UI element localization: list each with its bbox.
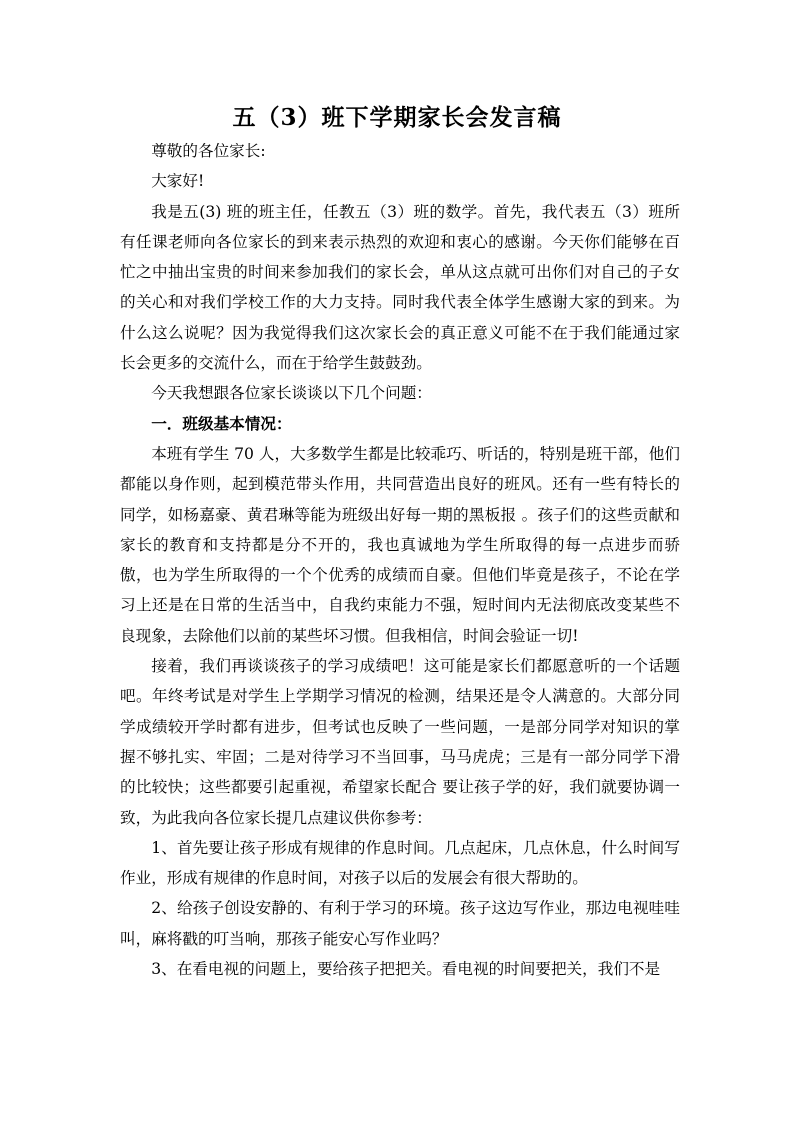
hello-line: 大家好! — [151, 172, 205, 191]
page-title: 五（3）班下学期家长会发言稿 — [232, 104, 562, 131]
suggestion-2: 2、给孩子创设安静的、有利于学习的环境。孩子这边写作业，那边电视哇哇叫，麻将戳的叮当响，那孩子能安心写作业吗？ — [120, 899, 680, 948]
paragraph-topics: 今天我想跟各位家长谈谈以下几个问题： — [151, 384, 432, 403]
paragraph-grades: 接着，我们再谈谈孩子的学习成绩吧！这可能是家长们都愿意听的一个话题吧。年终考试是对学生上学期学习情况的检测，结果还是令人满意的。大部分同学成绩较开学时都有进步，但考试也反映了一些问题，一是部分同学对知识的掌握不够扎实、牢固；二是对待学习不当回事，马马虎虎；三是有一部分同学下滑的比较快；这些都要引起重视，希望家长配合 要让孩子学的好，我们就要协调一致，为此我向各位家长提几点建议供你参考： — [120, 657, 680, 827]
paragraph-intro: 我是五(3) 班的班主任，任教五（3）班的数学。首先，我代表五（3）班所有任课老师向各位家长的到来表示热烈的欢迎和衷心的感谢。今天你们能够在百忙之中抽出宝贵的时间来参加我们的家长会，单从这点就可出你们对自己的子女的关心和对我们学校工作的大力支持。同时我代表全体学生感谢大家的到来。为什么这么说呢？因为我觉得我们这次家长会的真正意义可能不在于我们能通过家长会更多的交流什么，而在于给学生鼓鼓劲。 — [120, 202, 680, 373]
paragraph-class-overview: 本班有学生 70 人，大多数学生都是比较乖巧、听话的，特别是班干部，他们都能以身作则，起到模范带头作用，共同营造出良好的班风。还有一些有特长的同学，如杨嘉豪、黄君琳等能为班级出好每一期的黑板报 。孩子们的这些贡献和家长的教育和支持都是分不开的，我也真诚地为学生所取得的每一点进步而骄傲，也为学生所取得的一个个优秀的成绩而自豪。但他们毕竟是孩子，不论在学习上还是在日常的生活当中，自我约束能力不强，短时间内无法彻底改变某些不良现象，去除他们以前的某些坏习惯。但我相信，时间会验证一切! — [120, 444, 680, 645]
greeting: 尊敬的各位家长: — [151, 142, 266, 160]
suggestion-3: 3、在看电视的问题上，要给孩子把把关。看电视的时间要把关，我们不是 — [151, 960, 661, 979]
document-body — [120, 136, 680, 984]
suggestion-1: 1、首先要让孩子形成有规律的作息时间。几点起床，几点休息，什么时间写作业，形成有规律的作息时间，对孩子以后的发展会有很大帮助的。 — [120, 838, 680, 888]
section-heading: 一．班级基本情况： — [151, 413, 292, 433]
